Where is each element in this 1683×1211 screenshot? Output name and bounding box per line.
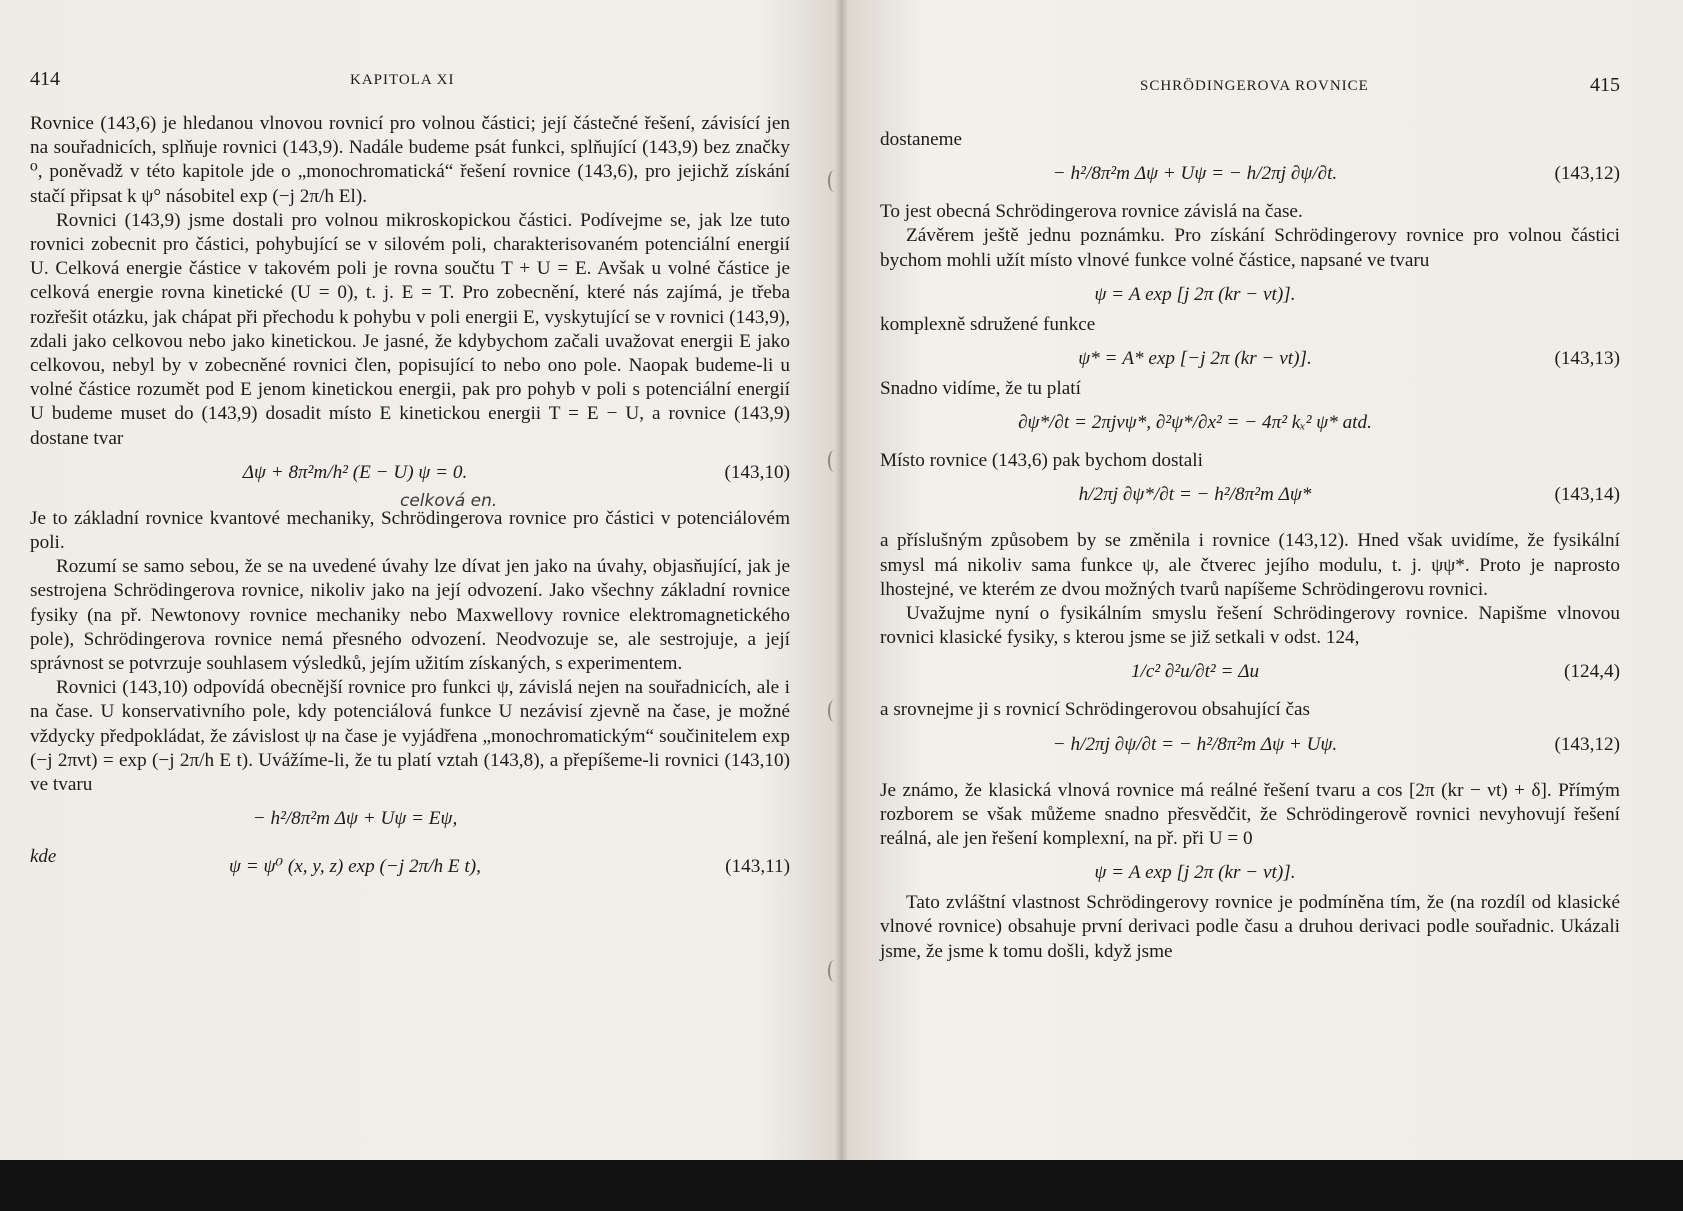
equation-plane-wave [880, 273, 1620, 313]
equation-expression: ψ = A exp [j 2π (kr − νt)]. [1094, 862, 1296, 884]
equation-expression: − h/2πj ∂ψ/∂t = − h²/8π²m Δψ + Uψ. [1052, 733, 1338, 755]
paragraph: komplexně sdružené funkce [880, 313, 1096, 335]
equation-number: (143,13) [1554, 348, 1620, 370]
equation-143-10 [30, 451, 790, 511]
equation-143-11 [30, 845, 790, 893]
equation-143-12b [880, 723, 1620, 779]
running-head: KAPITOLA XI [350, 72, 455, 88]
equation-143-12a [880, 152, 1620, 200]
page-number: 415 [1590, 74, 1620, 96]
kde-label: kde [30, 846, 57, 868]
equation-expression: − h²/8π²m Δψ + Uψ = Eψ, [252, 808, 458, 830]
paragraph: Uvažujme nyní o fysikálním smyslu řešení Schrödingerovy rovnice. Napišme vlnovou rovnici klasické fysiky, s kterou jsme se již setkali v odst. 124, [880, 603, 1620, 649]
equation-number: (143,10) [724, 461, 790, 483]
paragraph: Rovnice (143,6) je hledanou vlnovou rovnicí pro volnou částici; její částečné řešení, závisící jen na souřadnicích, splňuje rovnici (143,9). Nadále budeme psát funkci, splňující (143,9) bez značky ⁰, poněvadž v této kapitole jde o „monochromatická“ řešení rovnice (143,6), pro jejichž získání stačí připsat k ψ° násobitel exp (−j 2π/h El). [30, 113, 790, 207]
paragraph: a příslušným způsobem by se změnila i rovnice (143,12). Hned však uvidíme, že fysikální smysl má nikoliv sama funkce ψ, ale čtverec jejího modulu, t. j. ψψ*. Proto je naprosto lhostejné, ve kterém ze dvou možných tvarů napíšeme Schrödingerovu rovnici. [880, 530, 1620, 600]
paragraph: Rovnici (143,9) jsme dostali pro volnou mikroskopickou částici. Podívejme se, jak lze tuto rovnici zobecnit pro částici, pohybující se v silovém poli, charakterisovaném potenciální energií U. Celková energie částice v takovém poli je rovna součtu T + U = E. Avšak u volné částice je celková energie rovna kinetické (U = 0), t. j. E = T. Pro zobecnění, které nás zajímá, je třeba rozřešit otázku, jak chápat při přechodu k pohybu v poli energii E, vyskytující se v rovnici (143,9), zdali jako celkovou nebo jako kinetickou. Je jasné, že kdybychom začali uvažovat energii E jako celkovou, nebyl by v zobecněné rovnici člen, popisující to nebo ono pole. Naopak budeme-li u volné částice rozumět pod E jenom kinetickou energii, pak pro pohyb v poli s potenciální energií U budeme muset do (143,9) dosadit místo E kinetickou energii T = E − U, a rovnice (143,9) dostane tvar [30, 209, 790, 449]
equation-expression: ∂ψ*/∂t = 2πjνψ*, ∂²ψ*/∂x² = − 4π² kₓ² ψ* atd. [1018, 412, 1372, 434]
equation-number: (124,4) [1564, 661, 1620, 683]
equation-143-13 [880, 337, 1620, 377]
paragraph: Je to základní rovnice kvantové mechaniky, Schrödingerova rovnice pro částici v potenciálovém poli. [30, 507, 790, 554]
paragraph: Tato zvláštní vlastnost Schrödingerovy rovnice je podmíněna tím, že (na rozdíl od klasické vlnové rovnice) obsahuje první derivaci podle času a druhou derivaci podle souřadnic. Ukázali jsme, že jsme k tomu došli, když jsme [880, 892, 1620, 962]
paragraph: Místo rovnice (143,6) pak bychom dostali [880, 450, 1203, 472]
paragraph: a srovnejme ji s rovnicí Schrödingerovou obsahující čas [880, 699, 1311, 721]
equation-unnumbered [30, 797, 790, 845]
paragraph: To jest obecná Schrödingerova rovnice závislá na čase. [880, 201, 1303, 223]
equation-143-14 [880, 473, 1620, 529]
equation-derivatives [880, 401, 1620, 449]
paragraph: Závěrem ještě jednu poznámku. Pro získání Schrödingerovy rovnice pro volnou částici bychom mohli užít místo vlnové funkce volné částice, napsané ve tvaru [880, 225, 1620, 271]
page-number: 414 [30, 68, 60, 90]
equation-124-4 [880, 650, 1620, 698]
scan-background-edge [0, 1160, 1683, 1211]
paragraph: dostaneme [880, 129, 963, 150]
equation-expression: h/2πj ∂ψ*/∂t = − h²/8π²m Δψ* [1078, 484, 1312, 506]
equation-number: (143,12) [1554, 163, 1620, 185]
right-body [880, 128, 1620, 964]
equation-number: (143,14) [1554, 484, 1620, 506]
paragraph: Je známo, že klasická vlnová rovnice má reálné řešení tvaru a cos [2π (kr − νt) + δ]. Přímým rozborem se však můžeme snadno přesvědčit, že Schrödingerově rovnici nevyhovují řešení reálná, ale jen řešení komplexní, na př. při U = 0 [880, 779, 1620, 850]
equation-number: (143,12) [1554, 733, 1620, 755]
running-head: SCHRÖDINGEROVA ROVNICE [1140, 78, 1369, 94]
left-body [30, 112, 790, 893]
equation-complex-solution [880, 851, 1620, 891]
handwritten-note: celková en. [400, 490, 498, 511]
equation-expression: − h²/8π²m Δψ + Uψ = − h/2πj ∂ψ/∂t. [1052, 163, 1338, 185]
right-page [880, 0, 1620, 1160]
paragraph: Rovnici (143,10) odpovídá obecnější rovnice pro funkci ψ, závislá nejen na souřadnicích, ale i na čase. U konservativního pole, kdy potenciálová funkce U nezávisí zjevně na čase, je možné vždycky předpokládat, že závislost ψ na čase je vyjádřena „monochromatickým“ součinitelem exp (−j 2πνt) = exp (−j 2π/h E t). Uvážíme-li, že tu platí vztah (143,8), a přepíšeme-li rovnici (143,10) ve tvaru [30, 677, 790, 796]
left-page [30, 0, 790, 1160]
equation-expression: 1/c² ∂²u/∂t² = Δu [1130, 661, 1260, 683]
paragraph: Snadno vidíme, že tu platí [880, 378, 1081, 400]
paragraph: Rozumí se samo sebou, že se na uvedené úvahy lze dívat jen jako na úvahy, objasňující, jak je sestrojena Schrödingerova rovnice, nikoliv jako na její odvození. Jako všechny základní rovnice fysiky (na př. Newtonovy rovnice mechaniky nebo Maxwellovy rovnice elektromagnetického pole), Schrödingerova rovnice nemá přesného odvození. Neodvozuje se, ale sestrojuje, a její správnost se potvrzuje souhlasem výsledků, jejím užitím získaných, s experimentem. [30, 556, 790, 675]
equation-number: (143,11) [725, 856, 790, 878]
equation-expression: ψ = ψ⁰ (x, y, z) exp (−j 2π/h E t), [229, 856, 481, 878]
equation-expression: Δψ + 8π²m/h² (E − U) ψ = 0. [242, 461, 468, 483]
equation-expression: ψ* = A* exp [−j 2π (kr − νt)]. [1078, 348, 1312, 370]
binding-stitches [828, 0, 838, 1160]
equation-expression: ψ = A exp [j 2π (kr − νt)]. [1094, 283, 1296, 305]
